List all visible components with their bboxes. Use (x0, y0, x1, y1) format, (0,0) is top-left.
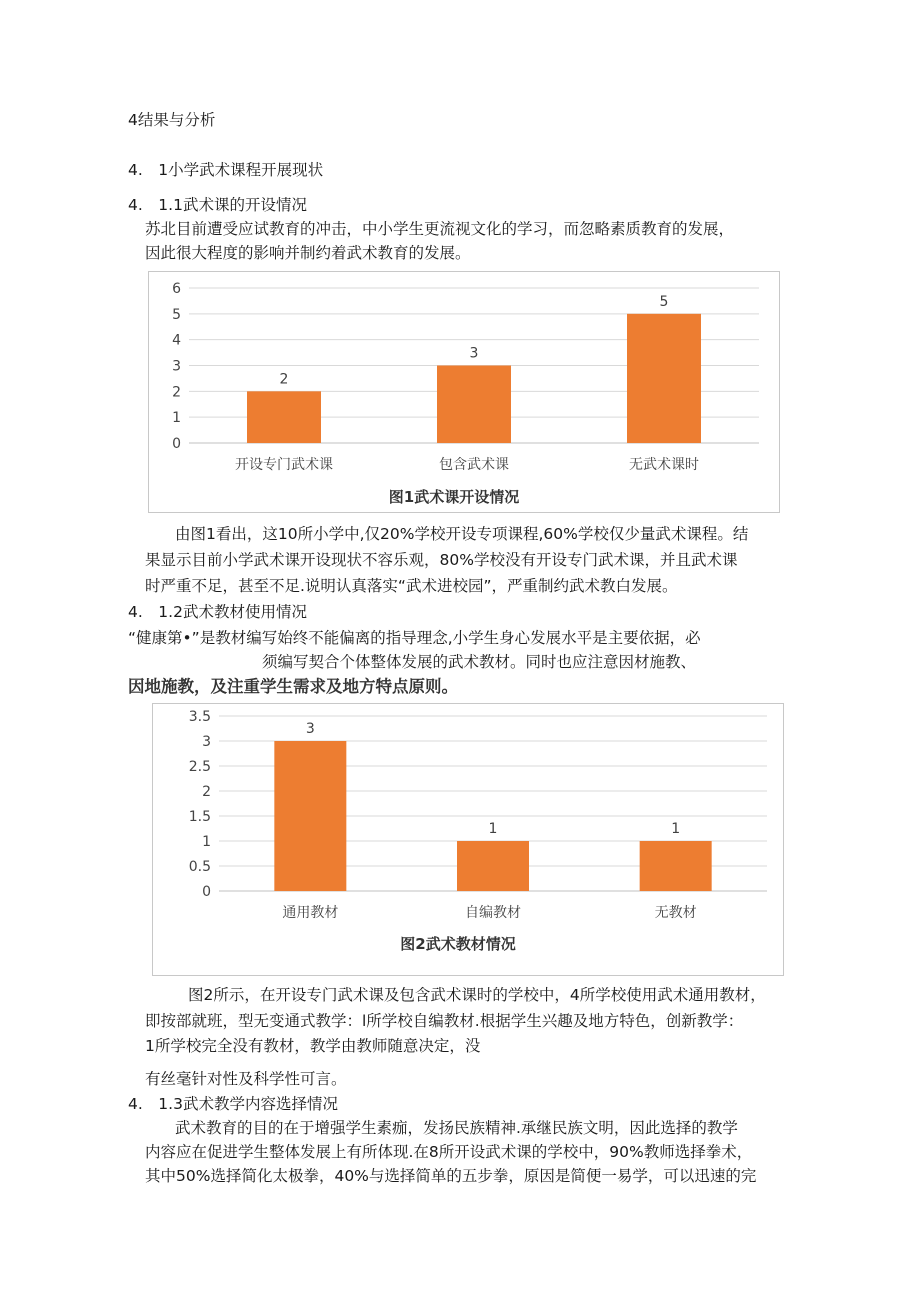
x-category-label: 包含武术课 (439, 457, 509, 473)
bar (437, 366, 511, 444)
paragraph-line: 苏北目前遭受应试教育的冲击，中小学生更流视文化的学习，而忽略素质教育的发展， (145, 220, 735, 238)
y-tick-label: 2 (202, 784, 211, 800)
bar (627, 314, 701, 443)
data-label: 3 (305, 721, 315, 737)
data-label: 5 (659, 293, 669, 310)
paragraph-line: 时严重不足，甚至不足.说明认真落实“武术进校园”，严重制约武术教白发展。 (145, 577, 678, 595)
chart-title: 图1武术课开设情况 (388, 488, 520, 506)
data-label: 2 (279, 371, 289, 388)
paragraph-line: 武术教育的目的在于增强学生素痂，发扬民族精神.承继民族文明，因此选择的教学 (175, 1119, 738, 1137)
data-label: 1 (671, 821, 681, 837)
y-tick-label: 0 (172, 436, 181, 452)
y-tick-label: 3 (202, 734, 211, 750)
bar (640, 841, 712, 891)
subsubsection-heading-3: 4. 1.3武术教学内容选择情况 (128, 1095, 338, 1113)
section-heading: 4结果与分析 (128, 111, 216, 129)
y-tick-label: 6 (172, 281, 181, 297)
paragraph-line: 图2所示，在开设专门武术课及包含武术课时的学校中，4所学校使用武术通用教材， (188, 986, 766, 1004)
paragraph-line: 1所学校完全没有教材，教学由教师随意决定，没 (145, 1037, 481, 1055)
paragraph-line: 有丝毫针对性及科学性可言。 (145, 1070, 347, 1088)
data-label: 1 (488, 821, 498, 837)
paragraph-line: 内容应在促进学生整体发展上有所体现.在8所开设武术课的学校中，90%教师选择拳术， (145, 1143, 753, 1161)
chart-1 (149, 272, 779, 512)
x-category-label: 开设专门武术课 (235, 457, 333, 473)
chart-title: 图2武术教材情况 (400, 935, 516, 953)
chart-1-frame (148, 271, 780, 513)
y-tick-label: 4 (172, 332, 181, 349)
y-tick-label: 1.5 (188, 809, 211, 825)
y-tick-label: 5 (172, 306, 181, 323)
paragraph-line: 因此很大程度的影响并制约着武术教育的发展。 (145, 244, 471, 262)
paragraph-line: “健康第•”是教材编写始终不能偏离的指导理念,小学生身心发展水平是主要依据，必 (128, 629, 701, 647)
data-label: 3 (469, 345, 479, 362)
x-category-label: 无教材 (654, 905, 697, 921)
y-tick-label: 0.5 (188, 859, 211, 875)
y-tick-label: 3.5 (188, 709, 211, 725)
subsection-heading: 4. 1小学武术课程开展现状 (128, 161, 324, 179)
bar (274, 741, 346, 891)
paragraph-line: 果显示目前小学武术课开设现状不容乐观，80%学校没有开设专门武术课，并且武术课 (145, 551, 738, 569)
paragraph-line: 因地施教，及注重学生需求及地方特点原则。 (128, 677, 458, 696)
subsubsection-heading-1: 4. 1.1武术课的开设情况 (128, 196, 307, 214)
bar (457, 841, 529, 891)
paragraph-line: 由图1看出，这10所小学中,仅20%学校开设专项课程,60%学校仅少量武术课程。结 (175, 525, 749, 543)
y-tick-label: 2.5 (188, 759, 211, 775)
paragraph-line: 即按部就班，型无变通式教学：l所学校自编教材.根据学生兴趣及地方特色，创新教学： (145, 1012, 744, 1030)
y-tick-label: 1 (202, 834, 211, 850)
chart-2 (153, 704, 783, 975)
x-category-label: 通用教材 (282, 905, 339, 921)
paragraph-line: 其中50%选择简化太极拳，40%与选择简单的五步拳，原因是简便一易学，可以迅速的完 (145, 1167, 757, 1185)
chart-2-frame (152, 703, 784, 976)
x-category-label: 自编教材 (465, 905, 521, 921)
y-tick-label: 3 (172, 358, 181, 375)
y-tick-label: 1 (172, 410, 181, 427)
bar (247, 391, 321, 443)
y-tick-label: 2 (172, 384, 181, 401)
x-category-label: 无武术课时 (629, 457, 699, 473)
subsubsection-heading-2: 4. 1.2武术教材使用情况 (128, 603, 307, 621)
y-tick-label: 0 (202, 884, 211, 900)
paragraph-line: 须编写契合个体整体发展的武术教材。同时也应注意因材施教、 (262, 653, 697, 671)
